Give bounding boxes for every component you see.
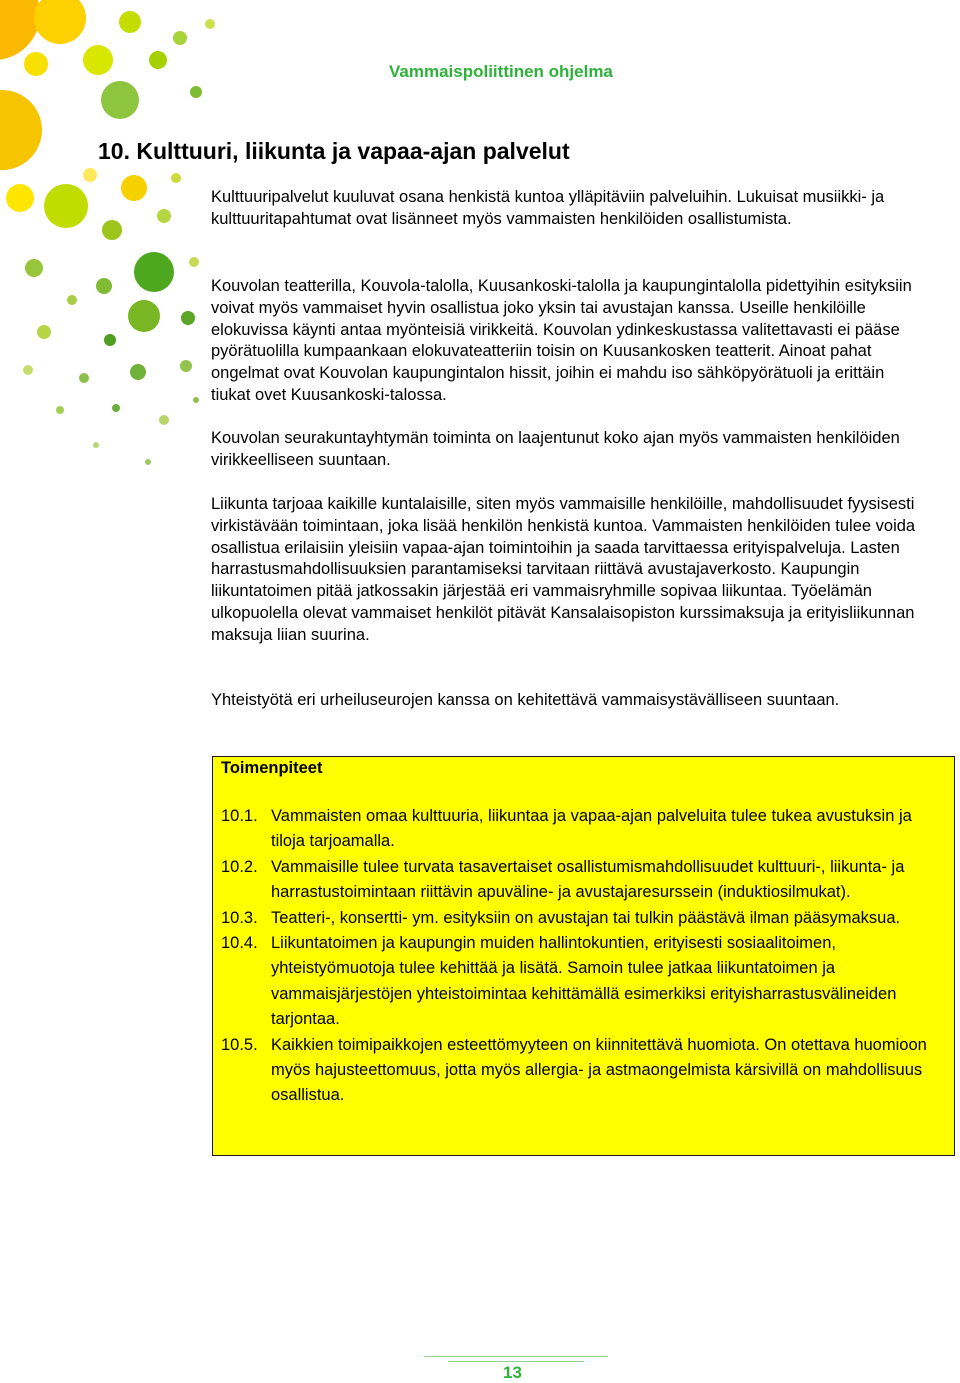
action-number: 10.4. [221, 934, 258, 953]
action-number: 10.2. [221, 857, 258, 876]
action-item [221, 1033, 943, 1109]
paragraph-sports: Liikunta tarjoaa kaikille kuntalaisille, siten myös vammaisille henkilöille, mahdollisuudet fyysisesti virkistävään toimintaan, joka lisää henkilön henkistä kuntoa. Vammaisten henkilöiden tulee voida osallistua erilaisiin yleisiin vapaa-ajan toimintoihin ja saada tarvittaessa erityispalveluja. Lasten harrastusmahdollisuuksien parantamiseksi tarvitaan riittävä avustajaverkosto. Kaupungin liikuntatoimen pitää jatkossakin järjestää eri vammaisryhmille sopivaa liikuntaa. Työelämän ulkopuolella olevat vammaiset henkilöt pitävät Kansalaisopiston kurssimaksuja ja erityisliikunnan maksuja liian suurina. [211, 495, 916, 644]
actions-box [212, 756, 955, 1156]
paragraph-parish-union: Kouvolan seurakuntayhtymän toiminta on laajentunut koko ajan myös vammaisten henkilöiden virikkeelliseen suuntaan. [211, 429, 900, 469]
chapter-title: 10. Kulttuuri, liikunta ja vapaa-ajan palvelut [98, 138, 570, 164]
footer-divider [424, 1356, 608, 1357]
action-number: 10.1. [221, 807, 258, 825]
paragraph-theatres-cinemas: Kouvolan teatterilla, Kouvola-talolla, Kuusankoski-talolla ja kaupungintalolla pidettyihin esityksiin voivat myös vammaiset hyvin osallistua joko yksin tai avustajan kanssa. Useille henkilöille elokuvissa käynti antaa myönteisiä virikkeitä. Kouvolan ydinkeskustassa valitettavasti ei pääse pyörätuolilla kumpaankaan elokuvateatteriin toisin on Kuusankosken teatterit. Ainoat pahat ongelmat ovat Kouvolan kaupungintalon hissit, joihin ei mahdu iso sähköpyörätuoli ja erittäin tiukat ovet Kuusankoski-talossa. [211, 277, 912, 404]
action-text: Kaikkien toimipaikkojen esteettömyyteen on kiinnitettävä huomiota. On otettava huomioon myös hajusteettomuus, jotta myös allergia- ja astmaongelmista kärsivillä on mahdollisuus osallistua. [271, 1035, 927, 1105]
action-text: Vammaisille tulee turvata tasavertaiset osallistumismahdollisuudet kulttuuri-, liikunta- ja harrastustoimintaan riittävin apuväline- ja avustajaresurssein (induktiosilmukat). [271, 857, 905, 902]
paragraph-culture-services: Kulttuuripalvelut kuuluvat osana henkistä kuntoa ylläpitäviin palveluihin. Lukuisat musiikki- ja kulttuuritapahtumat ovat lisänneet myös vammaisten henkilöiden osallistumista. [211, 188, 885, 228]
paragraph-sports-clubs: Yhteistyötä eri urheiluseurojen kanssa on kehitettävä vammaisystävälliseen suuntaan. [211, 691, 840, 709]
action-item [221, 906, 943, 931]
action-text: Teatteri-, konsertti- ym. esityksiin on avustajan tai tulkin päästävä ilman pääsymaksua. [271, 908, 901, 927]
action-text: Vammaisten omaa kulttuuria, liikuntaa ja vapaa-ajan palveluita tulee tukea avustuksin ja tiloja tarjoamalla. [271, 807, 912, 851]
action-text: Liikuntatoimen ja kaupungin muiden hallintokuntien, erityisesti sosiaalitoimen, yhteistyömuotoja tulee kehittää ja lisätä. Samoin tulee jatkaa liikuntatoimen ja vammaisjärjestöjen yhteistoimintaa kehittämällä esimerkiksi erityisharrastusvälineiden tarjontaa. [271, 934, 897, 1029]
action-item [221, 931, 943, 1033]
action-number: 10.3. [221, 908, 258, 927]
footer-divider [448, 1361, 584, 1362]
running-header: Vammaispoliittinen ohjelma [389, 62, 613, 81]
actions-list [221, 804, 943, 1109]
actions-heading: Toimenpiteet [221, 759, 323, 777]
action-item [221, 855, 943, 906]
action-number: 10.5. [221, 1035, 258, 1054]
page-number: 13 [503, 1363, 522, 1382]
action-item [221, 804, 943, 855]
